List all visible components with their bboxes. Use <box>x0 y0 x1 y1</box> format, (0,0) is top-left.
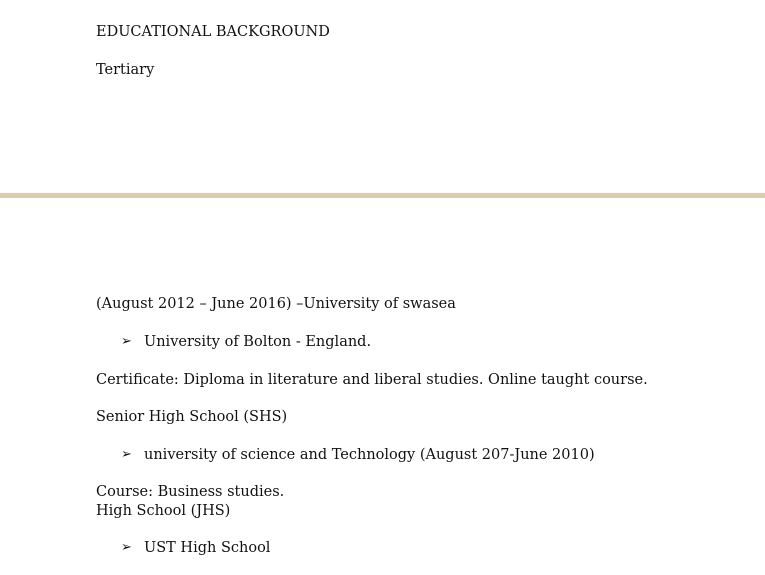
junior-high-heading: High School (JHS) <box>96 503 231 519</box>
arrow-bullet-icon: ➢ <box>121 540 132 555</box>
dates-university-line: (August 2012 – June 2016) –University of swasea <box>96 296 456 312</box>
arrow-bullet-icon: ➢ <box>121 334 132 349</box>
section-heading: EDUCATIONAL BACKGROUND <box>96 24 330 40</box>
subheading-tertiary: Tertiary <box>96 62 155 78</box>
certificate-line: Certificate: Diploma in literature and liberal studies. Online taught course. <box>96 372 648 388</box>
course-line: Course: Business studies. <box>96 484 285 500</box>
arrow-bullet-icon: ➢ <box>121 447 132 462</box>
bullet-item-ust: university of science and Technology (August 207-June 2010) <box>144 447 595 463</box>
bullet-item-bolton: University of Bolton - England. <box>144 334 372 350</box>
bullet-item-ust-high: UST High School <box>144 540 271 556</box>
senior-high-heading: Senior High School (SHS) <box>96 409 288 425</box>
page-break-divider <box>0 193 765 198</box>
